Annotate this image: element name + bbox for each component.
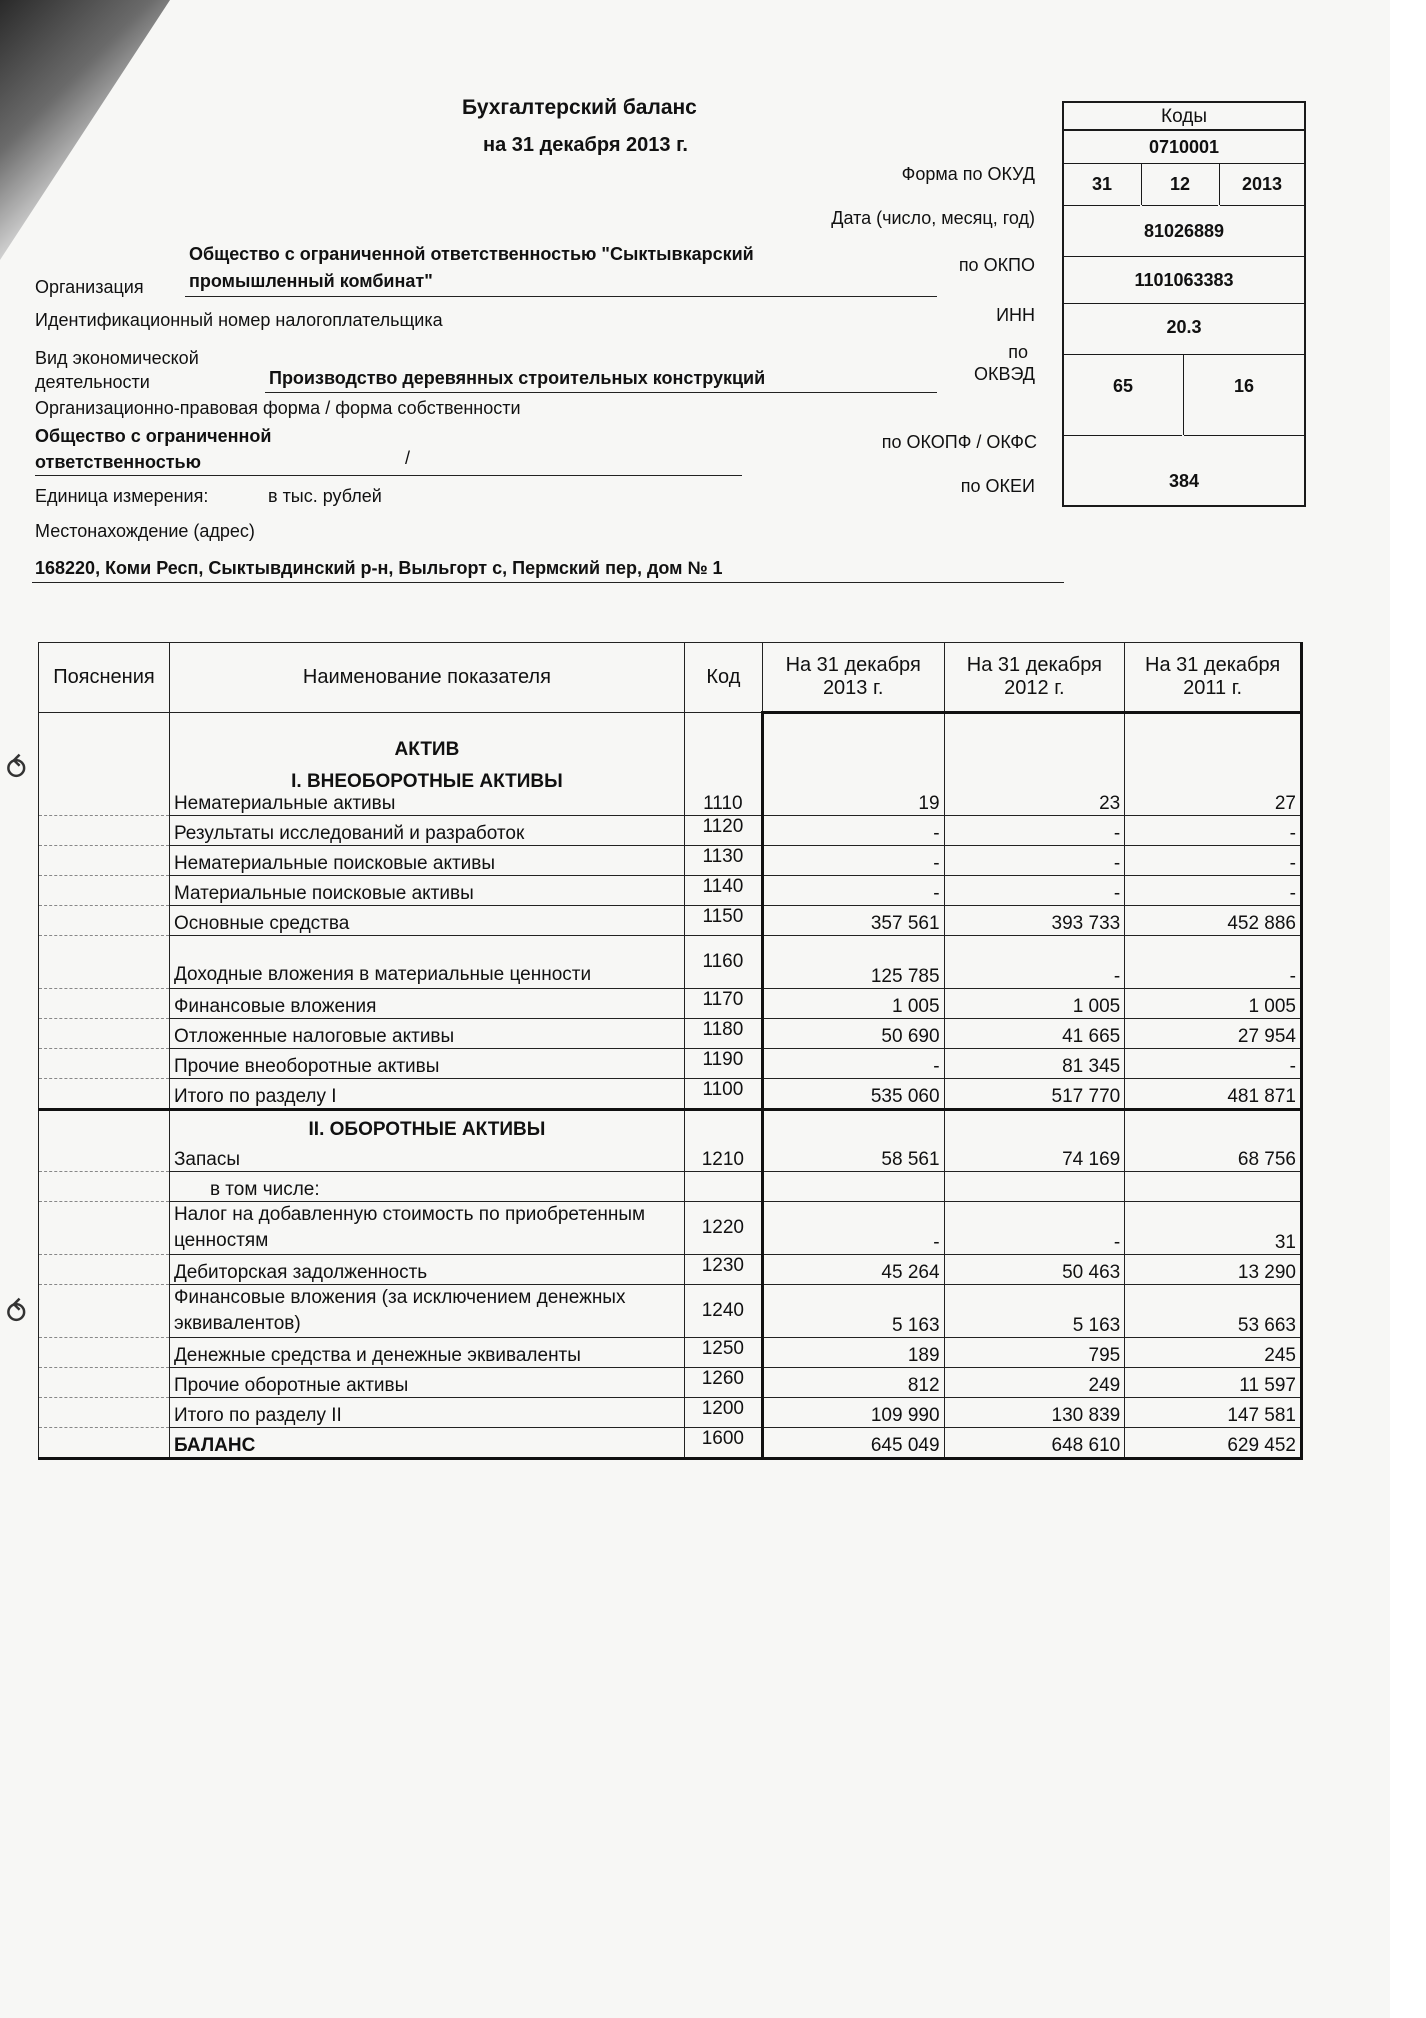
row-label: Налог на добавленную стоимость по приобретенным ценностям bbox=[169, 1202, 684, 1255]
address-underline bbox=[32, 582, 1064, 583]
value-2013: - bbox=[762, 816, 944, 846]
row-label: Прочие внеоборотные активы bbox=[169, 1049, 684, 1079]
document-subtitle: на 31 декабря 2013 г. bbox=[483, 134, 688, 156]
okei-value: 384 bbox=[1168, 471, 1200, 491]
value-2011: 68 756 bbox=[1125, 1110, 1302, 1172]
table-row bbox=[39, 1019, 1302, 1049]
value-2013: 535 060 bbox=[762, 1079, 944, 1110]
value-2012: 5 163 bbox=[944, 1285, 1125, 1338]
header-2013: На 31 декабря 2013 г. bbox=[762, 643, 944, 713]
legal-form-line1: Общество с ограниченной bbox=[35, 426, 272, 446]
okud-label: Форма по ОКУД bbox=[901, 164, 1035, 184]
value-2011: 13 290 bbox=[1125, 1255, 1302, 1285]
notes-cell bbox=[39, 1172, 170, 1202]
row-label: Денежные средства и денежные эквиваленты bbox=[169, 1338, 684, 1368]
org-name-line2: промышленный комбинат" bbox=[189, 271, 433, 291]
row-label: Финансовые вложения bbox=[169, 989, 684, 1019]
value-2013: 5 163 bbox=[762, 1285, 944, 1338]
okud-value: 0710001 bbox=[1064, 131, 1304, 164]
value-2011: 147 581 bbox=[1125, 1398, 1302, 1428]
notes-cell bbox=[39, 1368, 170, 1398]
row-code: 1180 bbox=[684, 1019, 762, 1049]
row-code: 1110 bbox=[684, 713, 762, 816]
header-name: Наименование показателя bbox=[169, 643, 684, 713]
table-row-total bbox=[39, 1428, 1302, 1459]
value-2012: - bbox=[944, 816, 1125, 846]
value-2013: 109 990 bbox=[762, 1398, 944, 1428]
value-2013: 645 049 bbox=[762, 1428, 944, 1459]
okpo-label: по ОКПО bbox=[958, 255, 1035, 275]
value-2011: - bbox=[1125, 846, 1302, 876]
value-2012: 648 610 bbox=[944, 1428, 1125, 1459]
activity-value: Производство деревянных строительных конструкций bbox=[269, 368, 766, 388]
section1-title: I. ВНЕОБОРОТНЫЕ АКТИВЫ bbox=[291, 771, 563, 792]
notes-cell bbox=[39, 876, 170, 906]
notes-cell bbox=[39, 713, 170, 816]
row-label: Результаты исследований и разработок bbox=[169, 816, 684, 846]
notes-cell bbox=[39, 1049, 170, 1079]
value-2011: 27 954 bbox=[1125, 1019, 1302, 1049]
inn-label: ИНН bbox=[996, 305, 1035, 325]
table-row bbox=[39, 816, 1302, 846]
value-2011: 11 597 bbox=[1125, 1368, 1302, 1398]
table-row bbox=[39, 713, 1302, 816]
value-2013-empty bbox=[762, 1172, 944, 1202]
date-day: 31 bbox=[1064, 163, 1140, 206]
row-code: 1130 bbox=[684, 846, 762, 876]
okopf-divider bbox=[1183, 355, 1184, 435]
value-2011: 1 005 bbox=[1125, 989, 1302, 1019]
org-underline bbox=[185, 296, 937, 297]
okei-label: по ОКЕИ bbox=[960, 476, 1035, 496]
activity-label-line2: деятельности bbox=[35, 372, 150, 392]
row-code: 1190 bbox=[684, 1049, 762, 1079]
table-row bbox=[39, 1338, 1302, 1368]
row-label: Прочие оборотные активы bbox=[169, 1368, 684, 1398]
date-year: 2013 bbox=[1220, 163, 1304, 206]
row-code: 1600 bbox=[684, 1428, 762, 1459]
row-code: 1160 bbox=[684, 936, 762, 989]
page-right-margin bbox=[1390, 0, 1408, 2018]
notes-cell bbox=[39, 1428, 170, 1459]
value-2012: 795 bbox=[944, 1338, 1125, 1368]
row-code: 1230 bbox=[684, 1255, 762, 1285]
value-2011: 27 bbox=[1125, 713, 1302, 816]
table-row bbox=[39, 1110, 1302, 1172]
notes-cell bbox=[39, 1338, 170, 1368]
balance-table bbox=[38, 642, 1303, 1460]
row-label: Итого по разделу II bbox=[169, 1398, 684, 1428]
row-name-1210 bbox=[169, 1110, 684, 1172]
row-code-empty bbox=[684, 1172, 762, 1202]
row-label: БАЛАНС bbox=[169, 1428, 684, 1459]
header-notes: Пояснения bbox=[39, 643, 170, 713]
row-code: 1100 bbox=[684, 1079, 762, 1110]
table-header-row bbox=[39, 643, 1302, 713]
value-2011: - bbox=[1125, 936, 1302, 989]
row-code: 1120 bbox=[684, 816, 762, 846]
row-code: 1260 bbox=[684, 1368, 762, 1398]
notes-cell bbox=[39, 1398, 170, 1428]
row-code: 1210 bbox=[684, 1110, 762, 1172]
document-title: Бухгалтерский баланс bbox=[462, 96, 697, 119]
header-2012: На 31 декабря 2012 г. bbox=[944, 643, 1125, 713]
value-2011: 245 bbox=[1125, 1338, 1302, 1368]
codes-header: Коды bbox=[1062, 101, 1306, 131]
org-label: Организация bbox=[35, 277, 144, 297]
value-2012: 1 005 bbox=[944, 989, 1125, 1019]
value-2011: 452 886 bbox=[1125, 906, 1302, 936]
value-2012: 50 463 bbox=[944, 1255, 1125, 1285]
date-divider-1 bbox=[1141, 163, 1142, 205]
value-2012-empty bbox=[944, 1172, 1125, 1202]
value-2013: 812 bbox=[762, 1368, 944, 1398]
table-row bbox=[39, 846, 1302, 876]
table-row bbox=[39, 906, 1302, 936]
binder-hole-mark-top: ⥀ bbox=[6, 753, 27, 786]
value-2012: 23 bbox=[944, 713, 1125, 816]
including-label: в том числе: bbox=[169, 1172, 684, 1202]
table-row bbox=[39, 1368, 1302, 1398]
row-code: 1240 bbox=[684, 1285, 762, 1338]
value-2011: 31 bbox=[1125, 1202, 1302, 1255]
value-2011: 53 663 bbox=[1125, 1285, 1302, 1338]
okopf-label: по ОКОПФ / ОКФС bbox=[881, 432, 1037, 452]
value-2011: - bbox=[1125, 1049, 1302, 1079]
table-row bbox=[39, 1049, 1302, 1079]
value-2013: - bbox=[762, 846, 944, 876]
legal-form-separator: / bbox=[405, 448, 411, 468]
value-2012: 393 733 bbox=[944, 906, 1125, 936]
date-month: 12 bbox=[1142, 163, 1218, 206]
unit-label: Единица измерения: bbox=[35, 486, 209, 506]
codes-box bbox=[1062, 106, 1306, 507]
value-2011-empty bbox=[1125, 1172, 1302, 1202]
notes-cell bbox=[39, 936, 170, 989]
row-label: Материальные поисковые активы bbox=[169, 876, 684, 906]
value-2013: 45 264 bbox=[762, 1255, 944, 1285]
row-label: Доходные вложения в материальные ценности bbox=[169, 936, 684, 989]
row-name-1110 bbox=[169, 713, 684, 816]
value-2013: 125 785 bbox=[762, 936, 944, 989]
notes-cell bbox=[39, 1202, 170, 1255]
row-label: Нематериальные активы bbox=[173, 793, 396, 814]
notes-cell bbox=[39, 1110, 170, 1172]
okfs-value: 16 bbox=[1184, 355, 1304, 436]
value-2013: - bbox=[762, 1202, 944, 1255]
date-label: Дата (число, месяц, год) bbox=[831, 208, 1035, 228]
row-label: Запасы bbox=[173, 1149, 240, 1170]
value-2013: - bbox=[762, 876, 944, 906]
value-2013: 19 bbox=[762, 713, 944, 816]
value-2012: 130 839 bbox=[944, 1398, 1125, 1428]
okopf-value: 65 bbox=[1064, 355, 1182, 436]
value-2013: 357 561 bbox=[762, 906, 944, 936]
date-divider-2 bbox=[1219, 163, 1220, 205]
value-2012: 74 169 bbox=[944, 1110, 1125, 1172]
table-row-subtotal bbox=[39, 1398, 1302, 1428]
value-2013: - bbox=[762, 1049, 944, 1079]
value-2013: 50 690 bbox=[762, 1019, 944, 1049]
okved-label-top: по bbox=[1008, 342, 1028, 362]
value-2012: 41 665 bbox=[944, 1019, 1125, 1049]
value-2012: - bbox=[944, 876, 1125, 906]
row-code: 1250 bbox=[684, 1338, 762, 1368]
value-2011: 481 871 bbox=[1125, 1079, 1302, 1110]
notes-cell bbox=[39, 816, 170, 846]
value-2012: - bbox=[944, 936, 1125, 989]
value-2011: - bbox=[1125, 876, 1302, 906]
okpo-value: 81026889 bbox=[1064, 206, 1304, 257]
row-label: Нематериальные поисковые активы bbox=[169, 846, 684, 876]
legal-form-line2: ответственностью bbox=[35, 452, 201, 472]
table-row bbox=[39, 876, 1302, 906]
notes-cell bbox=[39, 1255, 170, 1285]
row-code: 1170 bbox=[684, 989, 762, 1019]
address-value: 168220, Коми Респ, Сыктывдинский р-н, Выльгорт с, Пермский пер, дом № 1 bbox=[35, 558, 723, 578]
legal-form-label: Организационно-правовая форма / форма собственности bbox=[35, 398, 521, 418]
aktiv-title: АКТИВ bbox=[394, 739, 460, 760]
binder-hole-mark-bottom: ⥀ bbox=[6, 1297, 27, 1330]
notes-cell bbox=[39, 1079, 170, 1110]
value-2013: 189 bbox=[762, 1338, 944, 1368]
okved-label-bottom: ОКВЭД bbox=[973, 364, 1035, 384]
row-code: 1200 bbox=[684, 1398, 762, 1428]
notes-cell bbox=[39, 846, 170, 876]
folded-corner-shadow bbox=[0, 0, 170, 260]
value-2013: 58 561 bbox=[762, 1110, 944, 1172]
value-2012: - bbox=[944, 1202, 1125, 1255]
legal-form-underline bbox=[35, 475, 742, 476]
header-code: Код bbox=[684, 643, 762, 713]
header-2011: На 31 декабря 2011 г. bbox=[1125, 643, 1302, 713]
table-row bbox=[39, 1255, 1302, 1285]
row-label: Дебиторская задолженность bbox=[169, 1255, 684, 1285]
table-row bbox=[39, 1172, 1302, 1202]
activity-underline bbox=[265, 392, 937, 393]
row-code: 1220 bbox=[684, 1202, 762, 1255]
notes-cell bbox=[39, 989, 170, 1019]
org-name-line1: Общество с ограниченной ответственностью "Сыктывкарский bbox=[189, 244, 754, 264]
row-code: 1150 bbox=[684, 906, 762, 936]
inn-value: 1101063383 bbox=[1064, 257, 1304, 304]
table-row bbox=[39, 1202, 1302, 1255]
table-row-subtotal bbox=[39, 1079, 1302, 1110]
row-label: Отложенные налоговые активы bbox=[169, 1019, 684, 1049]
value-2012: 249 bbox=[944, 1368, 1125, 1398]
address-label: Местонахождение (адрес) bbox=[35, 521, 255, 541]
value-2012: 81 345 bbox=[944, 1049, 1125, 1079]
section2-title: II. ОБОРОТНЫЕ АКТИВЫ bbox=[308, 1119, 546, 1140]
row-label: Основные средства bbox=[169, 906, 684, 936]
value-2011: 629 452 bbox=[1125, 1428, 1302, 1459]
row-code: 1140 bbox=[684, 876, 762, 906]
value-2011: - bbox=[1125, 816, 1302, 846]
value-2012: - bbox=[944, 846, 1125, 876]
activity-label-line1: Вид экономической bbox=[35, 348, 199, 368]
inn-text: Идентификационный номер налогоплательщика bbox=[35, 310, 443, 330]
notes-cell bbox=[39, 906, 170, 936]
row-label: Финансовые вложения (за исключением денежных эквивалентов) bbox=[169, 1285, 684, 1338]
notes-cell bbox=[39, 1285, 170, 1338]
notes-cell bbox=[39, 1019, 170, 1049]
value-2012: 517 770 bbox=[944, 1079, 1125, 1110]
row-label: Итого по разделу I bbox=[169, 1079, 684, 1110]
table-row bbox=[39, 1285, 1302, 1338]
table-row bbox=[39, 936, 1302, 989]
okved-value: 20.3 bbox=[1064, 304, 1304, 355]
value-2013: 1 005 bbox=[762, 989, 944, 1019]
table-row bbox=[39, 989, 1302, 1019]
unit-value: в тыс. рублей bbox=[268, 486, 382, 506]
